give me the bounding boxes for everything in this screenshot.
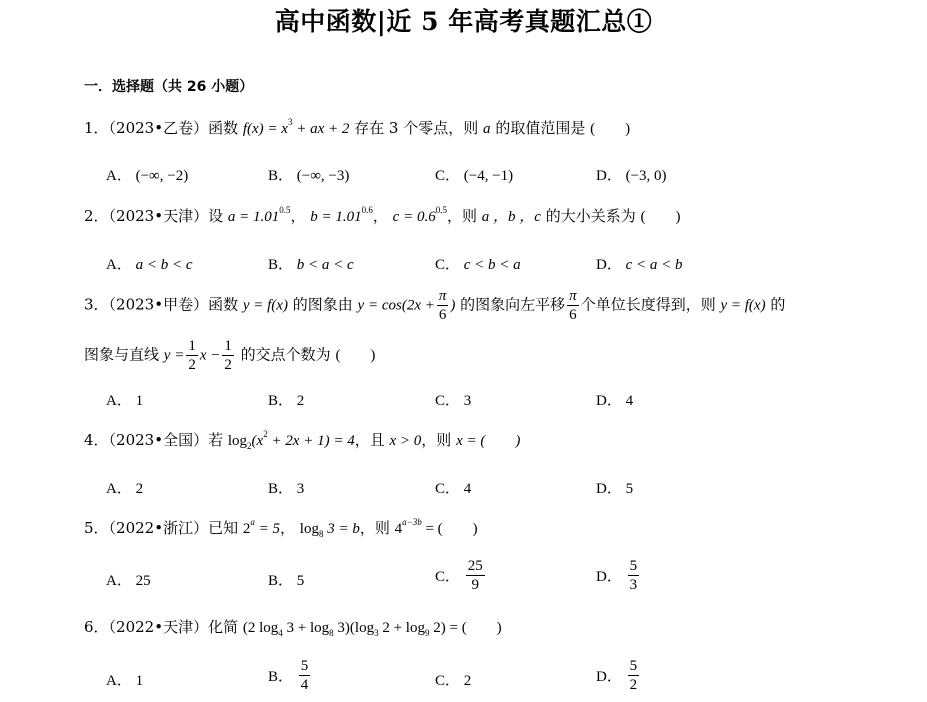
fraction-5-over-3: $\frac{5}{3}$ [629,558,638,593]
fraction-one-half: $\frac{1}{2}$ [188,338,196,373]
fraction-5-over-4: $\frac{5}{4}$ [300,658,309,693]
question-3-stem: 3．（2023•甲卷）函数 y = f(x) 的图象由 y = cos(2x + $\frac{\pi}{6}$ ) 的图象向左平移 $\frac{\pi}{6}$ 个单位长度得到，则 y = f(x) 的 [84,288,786,323]
q5-option-b: B． 5 [268,573,305,589]
q2-option-a: A． a < b < c [106,257,193,273]
q4-option-c: C． 4 [435,481,472,497]
answer-blank: ( ) [590,121,631,137]
fraction-pi-over-6: $\frac{\pi}{6}$ [569,288,577,323]
page-title: 高中函数|近 5 年高考真题汇总① [274,7,653,36]
answer-blank: ( ) [640,209,681,225]
q6-option-d: D． $\frac{5}{2}$ [596,658,638,693]
q4-option-b: B． 3 [268,481,305,497]
q6-option-b: B． $\frac{5}{4}$ [268,658,309,693]
question-5-stem: 5．（2022•浙江）已知 $2^a = 5$， $\log_8 3 = b$，则 $4^{a-3b}$ = ( ) [84,517,478,539]
q3-option-b: B． 2 [268,393,305,409]
q1-option-d: D． (−3, 0) [596,168,667,184]
question-2-stem: 2．（2023•天津）设 $a = 1.01^{0.5}$， $b = 1.01^{0.6}$， $c = 0.6^{0.5}$，则 a ，b ，c 的大小关系为 ( ) [84,205,681,225]
q3-option-c: C． 3 [435,393,472,409]
question-3-stem-line2: 图象与直线 y = $\frac{1}{2}$ x − $\frac{1}{2}$ 的交点个数为 ( ) [84,338,376,373]
fraction-25-over-9: $\frac{25}{9}$ [467,558,483,593]
q4-option-a: A． 2 [106,481,144,497]
q2-option-d: D． c < a < b [596,257,683,273]
q5-option-a: A． 25 [106,573,151,589]
q4-option-d: D． 5 [596,481,634,497]
question-1-stem: 1．（2023•乙卷）函数 $f(x) = x^3$ + ax + 2 存在 3 个零点，则 a 的取值范围是 ( ) [84,117,631,137]
q1-option-c: C． (−4, −1) [435,168,514,184]
q2-option-b: B． b < a < c [268,257,354,273]
q5-option-c: C． $\frac{25}{9}$ [435,558,483,593]
question-4-stem: 4．（2023•全国）若 $\log_2(x^2 + 2x + 1) = 4$，且 x > 0，则 x = ( ) [84,429,521,451]
fraction-one-half: $\frac{1}{2}$ [224,338,232,373]
question-6-stem: 6．（2022•天津）化简 (2 $\log_4 3 + \log_8 3)(\log_3$ $2 + \log_9 2$) = ( ) [84,618,502,638]
fraction-5-over-2: $\frac{5}{2}$ [629,658,638,693]
q6-option-c: C． 2 [435,673,472,689]
section-heading: 一．选择题（共 26 小题） [84,79,254,95]
q5-option-d: D． $\frac{5}{3}$ [596,558,638,593]
q3-option-a: A． 1 [106,393,144,409]
answer-blank: ( ) [335,347,376,364]
answer-blank: x = ( ) [456,433,521,449]
q3-option-d: D． 4 [596,393,634,409]
q1-function-expr: $f(x) = x^3$ + ax + 2 [242,117,350,137]
q6-option-a: A． 1 [106,673,144,689]
q1-option-a: A． (−∞, −2) [106,168,189,184]
q1-option-b: B． (−∞, −3) [268,168,350,184]
fraction-pi-over-6: $\frac{\pi}{6}$ [438,288,447,323]
q2-option-c: C． c < b < a [435,257,521,273]
